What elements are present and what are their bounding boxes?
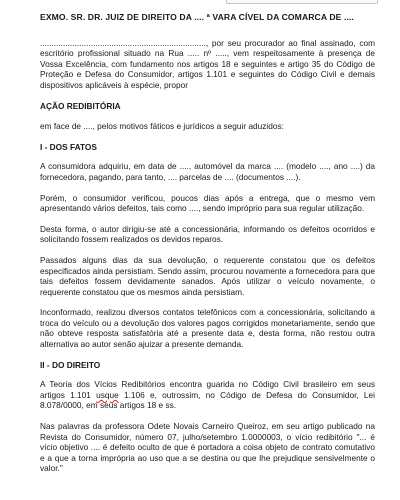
facts-paragraph-5: Inconformado, realizou diversos contatos telefônicos com a concessionária, solicitando a troca do veículo ou a devolução dos valores pagos corrigidos monetariamente, sendo que não obteve resposta satisfatória até a presente data e, desta forma, não restou outra alternativa ao autor senão ajuizar a presente demanda. [40, 307, 375, 350]
facts-paragraph-3: Desta forma, o autor dirigiu-se até a concessionária, informando os defeitos ocorridos e solicitando fossem realizados os devidos reparos. [40, 223, 375, 245]
section-facts-title: I - DOS FATOS [40, 141, 97, 152]
law-text-usque: usque [96, 389, 119, 400]
intro-paragraph: ........................................................................, por seu procurador ao final assinado, com escritório profissional situado na Rua ..... nº ....., vem respeitosamente à presença de Vossa Excelência, com fundamento nos artigos 18 e seguintes e artigo 35 do Código de Proteção e Defesa do Consumidor, artigos 1.101 e seguintes do Código Civil e demais dispositivos aplicáveis à espécie, propor [40, 37, 375, 90]
save-field[interactable] [226, 0, 378, 4]
facts-paragraph-2: Porém, o consumidor verificou, poucos dias após a entrega, que o mesmo vem apresentando vários defeitos, tais como ...., sendo impróprio para sua regular utilização. [40, 192, 375, 214]
action-title: AÇÃO REDIBITÓRIA [40, 100, 121, 111]
facts-paragraph-1: A consumidora adquiriu, em data de ...., automóvel da marca .... (modelo ...., ano ....) da fornecedora, pagando, para tanto, .... parcelas de .... (documentos ....). [40, 161, 375, 182]
law-text-a: A Teoria dos Vícios Redibitórios encontra guarida no Código Civil brasileiro em seus artigos 1.101 [40, 379, 375, 400]
law-paragraph-1 [40, 379, 375, 411]
section-law-title: II - DO DIREITO [40, 359, 101, 370]
facts-paragraph-4: Passados alguns dias da sua devolução, o requerente constatou que os defeitos especificados ainda persistiam. Sendo assim, procurou novamente a fornecedora para que tais defeitos fossem devidamente sanados. Após utilizar o veículo novamente, o requerente constatou que os mesmos ainda persistiam. [40, 254, 375, 297]
document-heading: EXMO. SR. DR. JUIZ DE DIREITO DA .... ª VARA CÍVEL DA COMARCA DE .... [40, 12, 354, 22]
law-paragraph-2: Nas palavras da professora Odete Novais Carneiro Queiroz, em seu artigo publicado na Revista do Consumidor, número 07, julho/setembro 1.0000003, o vício redibitório "... é vício objetivo .... é defeito oculto de que é portadora a coisa objeto de contrato comutativo e a que a torna imprópria ao uso que a se destina ou que lhe prejudique sensivelmente o valor." [40, 421, 375, 474]
in-face-paragraph: em face de ...., pelos motivos fáticos e jurídicos a seguir aduzidos: [40, 121, 284, 132]
law-text-c: 1.106 e, outrossim, no Código de Defesa do Consumidor, Lei 8.078/0000, em seus artigos 18 e ss. [40, 389, 375, 411]
document-body [40, 12, 375, 484]
top-toolbar [0, 0, 400, 6]
